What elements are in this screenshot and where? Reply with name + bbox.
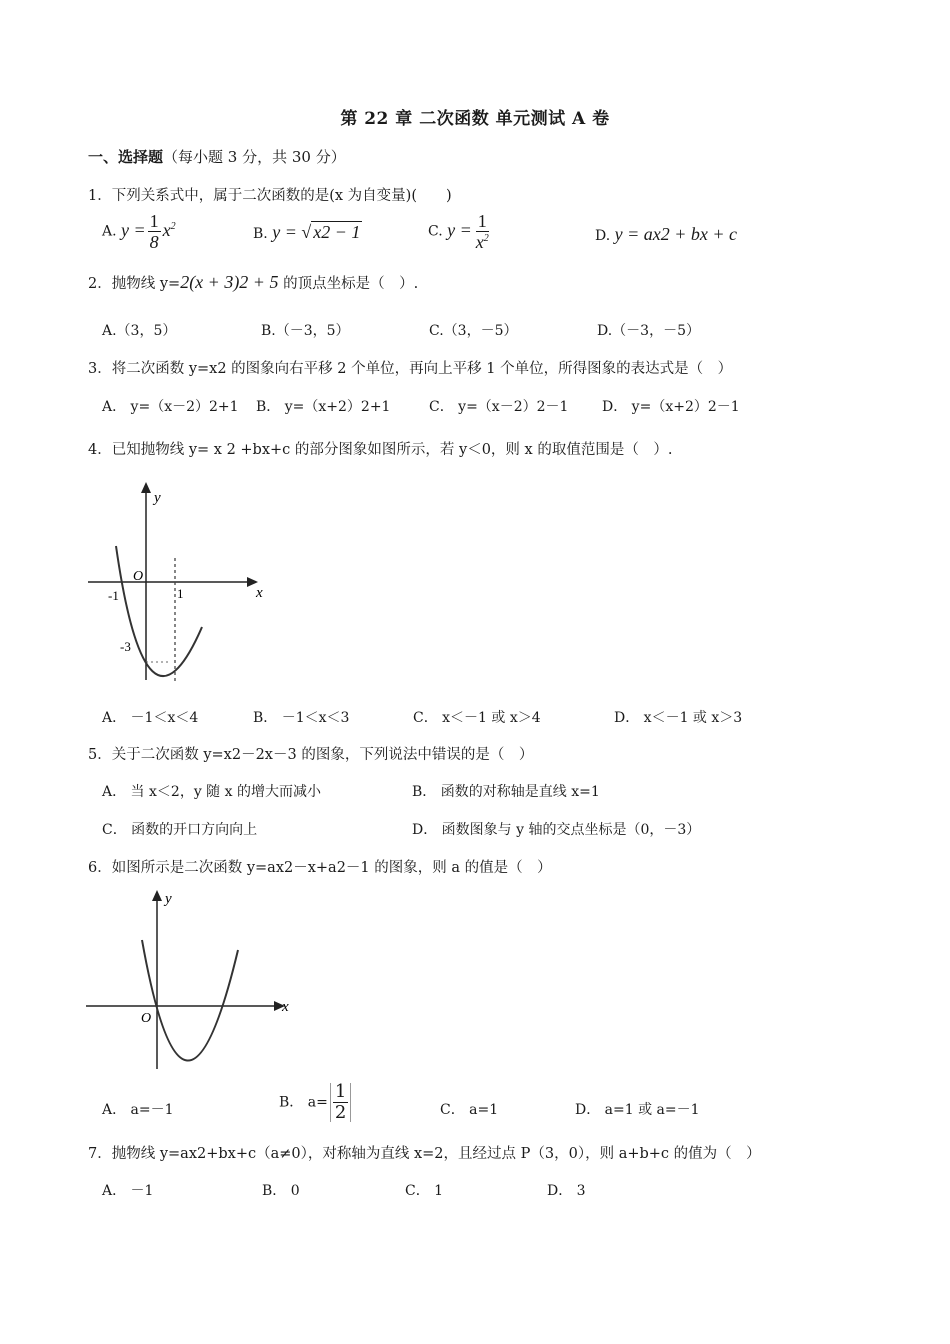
section-heading [88, 146, 346, 167]
q3-option-a: A． y=（x－2）2+1 [102, 399, 239, 415]
q6-origin-label: O [141, 1011, 152, 1026]
q6-b-den: 2 [334, 1102, 347, 1123]
q5-option-b: B． 函数的对称轴是直线 x=1 [412, 784, 600, 800]
q4-label-minus3: -3 [120, 639, 131, 654]
question-4-stem: 4．已知抛物线 y= x 2 +bx+c 的部分图象如图所示，若 y＜0，则 x 的取值范围是（ ）. [88, 442, 673, 458]
q1-a-var: x [162, 219, 171, 240]
q6-option-c: C． a=1 [440, 1102, 499, 1118]
q7-option-c: C． 1 [405, 1183, 444, 1199]
q1-option-c-label: C. [428, 223, 443, 240]
q4-y-arrow [141, 482, 151, 493]
q6-b-fraction [330, 1083, 351, 1122]
question-5-stem: 5．关于二次函数 y=x2－2x－3 的图象，下列说法中错误的是（ ） [88, 747, 534, 763]
q1-option-d [595, 224, 737, 245]
q6-graph [84, 884, 300, 1074]
q4-x-label: x [256, 585, 263, 601]
q1-c-num: 1 [477, 211, 487, 231]
q1-option-a [102, 212, 176, 251]
q2-option-a: A.（3，5） [102, 323, 177, 339]
question-3-stem: 3．将二次函数 y=x2 的图象向右平移 2 个单位，再向上平移 1 个单位，所得图象的表达式是（ ） [88, 361, 733, 377]
question-2-stem [88, 272, 418, 293]
q1-c-lhs: y = [447, 219, 472, 240]
q4-option-a: A． －1＜x＜4 [102, 710, 199, 726]
q6-y-label: y [165, 891, 172, 907]
q2-option-b: B.（－3，5） [261, 323, 350, 339]
q6-y-arrow [152, 890, 162, 901]
section-title: 一、选择题 [88, 148, 164, 166]
q4-label-1: 1 [177, 586, 184, 601]
question-7-stem: 7．抛物线 y=ax2+bx+c（a≠0），对称轴为直线 x=2，且经过点 P（3，0），则 a+b+c 的值为（ ） [88, 1146, 761, 1162]
q5-option-c: C． 函数的开口方向向上 [102, 822, 258, 838]
q7-option-d: D． 3 [547, 1183, 586, 1199]
q4-graph [84, 476, 274, 690]
q3-option-b: B． y=（x+2）2+1 [256, 399, 391, 415]
q1-c-den-var: x [475, 232, 484, 252]
q1-option-b-label: B. [253, 226, 268, 242]
q2-stem-math: 2(x + 3)2 + 5 [180, 272, 279, 292]
q4-y-label: y [154, 490, 161, 506]
q4-label-minus1: -1 [108, 588, 119, 603]
q6-option-d: D． a=1 或 a=－1 [575, 1102, 700, 1118]
q1-option-a-label: A. [102, 223, 117, 240]
q5-option-a: A． 当 x＜2，y 随 x 的增大而减小 [102, 784, 321, 800]
q6-b-num: 1 [334, 1081, 347, 1102]
q1-c-den [474, 232, 491, 251]
q7-option-a: A． －1 [102, 1183, 154, 1199]
q4-option-c: C． x＜－1 或 x＞4 [413, 710, 541, 726]
q4-option-b: B． －1＜x＜3 [253, 710, 350, 726]
q1-a-den: 8 [149, 232, 159, 252]
q5-option-d: D． 函数图象与 y 轴的交点坐标是（0，－3） [412, 822, 701, 838]
q1-option-a-math [121, 211, 176, 252]
q1-option-c [428, 212, 493, 251]
q1-c-fraction [474, 212, 491, 251]
q1-a-num: 1 [149, 211, 159, 231]
q1-option-b [253, 222, 362, 243]
question-1-stem: 1．下列关系式中，属于二次函数的是(x 为自变量)( ) [88, 188, 452, 204]
q2-option-d: D.（－3，－5） [597, 323, 700, 339]
q4-origin-label: O [133, 569, 144, 584]
q7-option-b: B． 0 [262, 1183, 300, 1199]
q1-c-den-exp: 2 [483, 233, 489, 244]
q2-stem-post: 的顶点坐标是（ ）. [283, 276, 419, 292]
q1-a-fraction [148, 212, 161, 251]
q4-option-d: D． x＜－1 或 x＞3 [614, 710, 743, 726]
q6-x-label: x [282, 999, 289, 1015]
q6-option-a: A． a=－1 [102, 1102, 174, 1118]
q2-option-c: C.（3，－5） [429, 323, 518, 339]
q1-b-lhs: y = [272, 222, 297, 242]
q1-b-radicand: x2 − 1 [313, 222, 361, 242]
q1-option-c-math [447, 211, 493, 252]
q1-option-b-math: y = √ x2 − 1 [272, 222, 361, 242]
question-6-stem: 6．如图所示是二次函数 y=ax2－x+a2－1 的图象，则 a 的值是（ ） [88, 860, 552, 876]
q1-a-lhs: y = [121, 219, 146, 240]
page-title: 第 22 章 二次函数 单元测试 A 卷 [340, 109, 610, 129]
q4-parabola [116, 546, 202, 676]
q1-option-d-math: y = ax2 + bx + c [614, 224, 738, 244]
q3-option-c: C． y=（x－2）2－1 [429, 399, 569, 415]
q1-option-d-label: D. [595, 228, 611, 244]
q6-option-b-label: B． a= [279, 1094, 328, 1111]
section-note: （每小题 3 分，共 30 分） [163, 148, 346, 166]
q6-option-b [279, 1083, 353, 1122]
q2-stem-pre: 2．抛物线 y= [88, 276, 181, 292]
q3-option-d: D． y=（x+2）2－1 [602, 399, 740, 415]
q1-a-exp: 2 [170, 220, 176, 232]
